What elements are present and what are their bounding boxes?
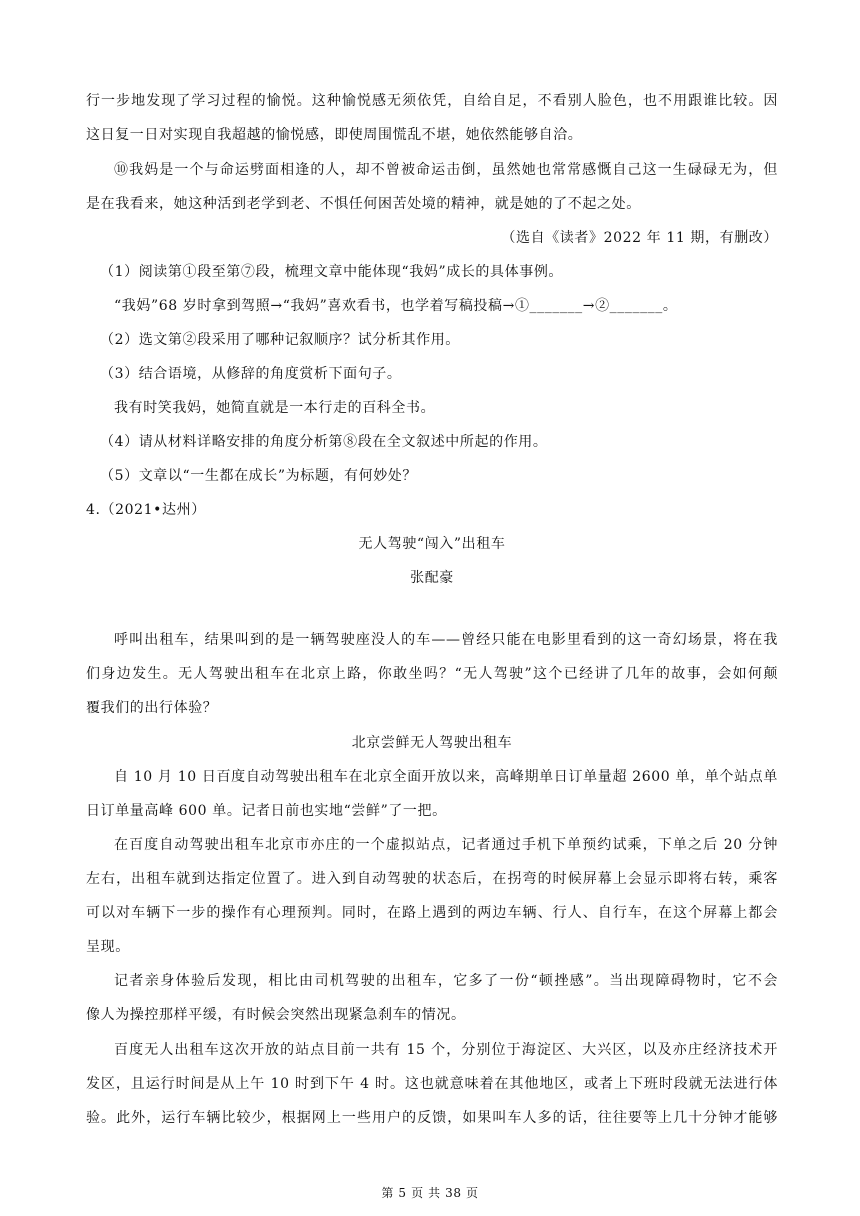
- paragraph-line: 记者亲身体验后发现，相比由司机驾驶的出租车，它多了一份“顿挫感”。当出现障碍物时，它不会: [114, 973, 778, 989]
- article-author: 张配豪: [410, 570, 454, 586]
- paragraph-line: 是在我看来，她这种活到老学到老、不惧任何困苦处境的精神，就是她的了不起之处。: [86, 196, 641, 212]
- paragraph-line: 日订单量高峰 600 单。记者日前也实地“尝鲜”了一把。: [86, 803, 447, 819]
- item-4-label: 4.（2021•达州）: [86, 502, 206, 518]
- source-citation: （选自《读者》2022 年 11 期，有删改）: [501, 230, 778, 246]
- question-5: （5）文章以“一生都在成长”为标题，有何妙处？: [100, 468, 418, 484]
- question-3-sentence: 我有时笑我妈，她简直就是一本行走的百科全书。: [114, 400, 436, 416]
- article-subheading: 北京尝鲜无人驾驶出租车: [351, 735, 513, 751]
- paragraph-line: 覆我们的出行体验？: [86, 700, 218, 716]
- question-2: （2）选文第②段采用了哪种记叙顺序？试分析其作用。: [100, 332, 460, 348]
- page-footer: 第 5 页 共 38 页: [381, 1186, 479, 1200]
- paragraph-line: 可以对车辆下一步的操作有心理预判。同时，在路上遇到的两边车辆、行人、自行车，在这个屏幕上都会: [86, 905, 778, 921]
- paragraph-line: 行一步地发现了学习过程的愉悦。这种愉悦感无须依凭，自给自足，不看别人脸色，也不用跟谁比较。因: [86, 93, 778, 109]
- paragraph-line: 自 10 月 10 日百度自动驾驶出租车在北京全面开放以来，高峰期单日订单量超 2600 单，单个站点单: [114, 769, 778, 785]
- paragraph-line: 百度无人出租车这次开放的站点目前一共有 15 个，分别位于海淀区、大兴区，以及亦庄经济技术开: [114, 1042, 778, 1058]
- question-3: （3）结合语境，从修辞的角度赏析下面句子。: [100, 366, 402, 382]
- paragraph-line: 在百度自动驾驶出租车北京市亦庄的一个虚拟站点，记者通过手机下单预约试乘，下单之后 20 分钟: [114, 837, 778, 853]
- paragraph-line: ⑩我妈是一个与命运劈面相逢的人，却不曾被命运击倒，虽然她也常常感慨自己这一生碌碌无为，但: [114, 162, 778, 178]
- paragraph-line: 呼叫出租车，结果叫到的是一辆驾驶座没人的车——曾经只能在电影里看到的这一奇幻场景，将在我: [114, 632, 778, 648]
- paragraph-line: 验。此外，运行车辆比较少，根据网上一些用户的反馈，如果叫车人多的话，往往要等上几十分钟才能够: [86, 1110, 778, 1126]
- paragraph-line: 这日复一日对实现自我超越的愉悦感，即使周围慌乱不堪，她依然能够自洽。: [86, 127, 583, 143]
- paragraph-line: 像人为操控那样平缓，有时候会突然出现紧急刹车的情况。: [86, 1007, 466, 1023]
- paragraph-line: 呈现。: [86, 939, 130, 955]
- article-title: 无人驾驶“闯入”出租车: [358, 536, 506, 552]
- paragraph-line: 们身边发生。无人驾驶出租车在北京上路，你敢坐吗？“无人驾驶”这个已经讲了几年的故事，会如何颠: [86, 666, 778, 682]
- question-1: （1）阅读第①段至第⑦段，梳理文章中能体现“我妈”成长的具体事例。: [100, 264, 564, 280]
- question-1-chain: “我妈”68 岁时拿到驾照→“我妈”喜欢看书，也学着写稿投稿→①_______→②_______。: [114, 298, 678, 314]
- question-4: （4）请从材料详略安排的角度分析第⑧段在全文叙述中所起的作用。: [100, 434, 548, 450]
- paragraph-line: 左右，出租车就到达指定位置了。进入到自动驾驶的状态后，在拐弯的时候屏幕上会显示即将右转，乘客: [86, 871, 778, 887]
- paragraph-line: 发区，且运行时间是从上午 10 时到下午 4 时。这也就意味着在其他地区，或者上下班时段就无法进行体: [86, 1076, 778, 1092]
